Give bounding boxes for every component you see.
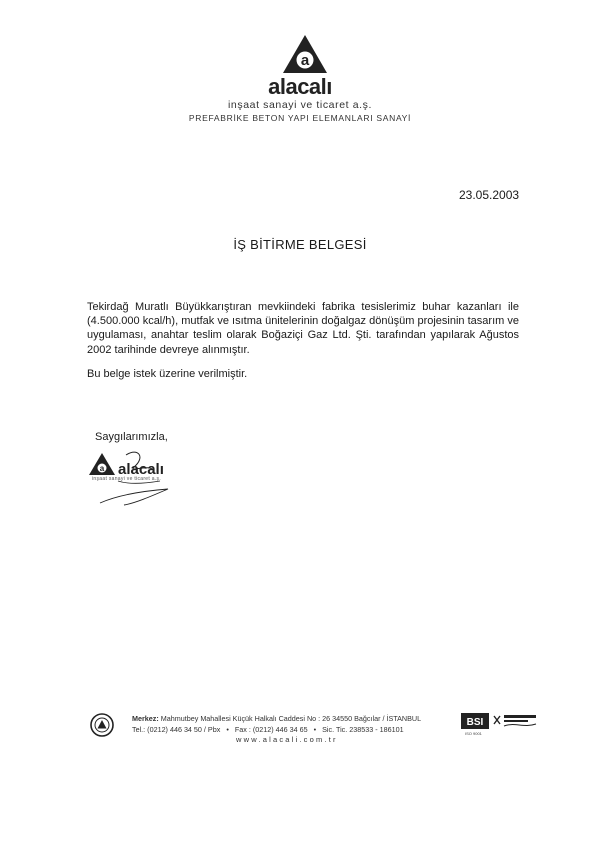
company-seal-icon [90,713,114,737]
certification-caption: ISO 9001 [465,731,482,736]
footer-website: www.alacali.com.tr [236,735,338,744]
footer-fax: Fax : (0212) 446 34 65 [234,725,308,734]
footer-contact [132,713,462,735]
brand-subtitle: inşaat sanayi ve ticaret a.ş. [227,99,373,111]
footer-trade-registry: Sic. Tic. 238533 - 186101 [322,725,404,734]
alacali-logo-icon [282,34,328,74]
body-paragraph-1: Tekirdağ Muratlı Büyükkarıştıran mevkiindeki fabrika tesislerimiz buhar kazanları ile (4.500.000 kcal/h), mutfak ve ısıtma ünitelerinin doğalgaz dönüşüm projesinin tasarım ve uygulaması, anahtar teslim olarak Boğaziçi Gaz Ltd. Şti. tarafından yapılarak Ağustos 2002 tarihinde devreye alınmıştır. [87,301,519,356]
footer-phone: Tel.: (0212) 446 34 50 / Pbx [132,725,221,734]
document-title: İŞ BİTİRME BELGESİ [233,237,367,252]
body-paragraph-2: Bu belge istek üzerine verilmiştir. [87,368,248,380]
svg-text:a: a [300,52,310,69]
closing-text: Saygılarımızla, [95,431,168,443]
footer-separator-2: • [313,725,317,734]
brand-tagline: PREFABRİKE BETON YAPI ELEMANLARI SANAYİ [188,113,412,123]
footer-address: Mahmutbey Mahallesi Küçük Halkalı Caddesi No : 26 34550 Bağcılar / İSTANBUL [160,714,422,723]
document-date: 23.05.2003 [459,188,520,202]
cert-logo-text: BSI [466,717,484,728]
stamp-brand: alacalı [118,461,164,478]
svg-text:a: a [99,464,105,473]
stamp-caption: inşaat sanayi ve ticaret a.ş. [92,476,162,482]
document-body [87,300,519,357]
footer-separator-1: • [226,725,229,734]
brand-name: alacalı [268,74,332,99]
footer-merkez-label: Merkez: [132,714,159,723]
